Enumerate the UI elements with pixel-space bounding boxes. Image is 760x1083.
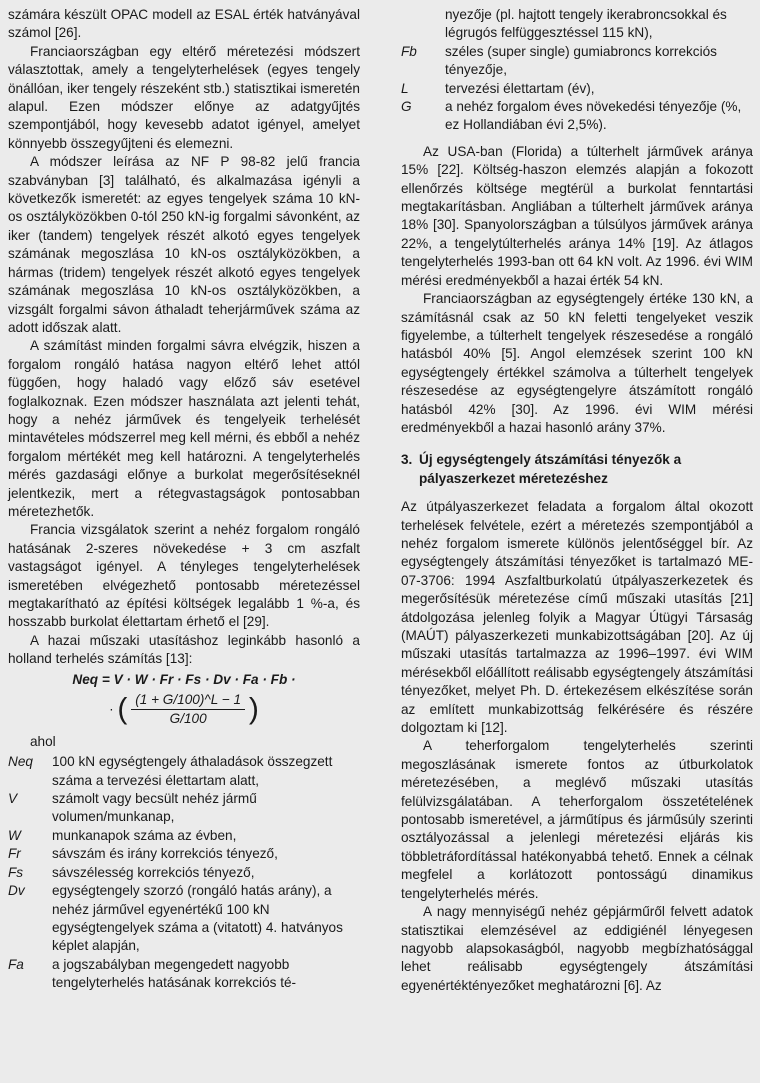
definition-item <box>8 827 360 845</box>
definition-item <box>8 845 360 863</box>
definition-text: 100 kN egységtengely áthaladások összegzett száma a tervezési élettartam alatt, <box>52 754 333 788</box>
paragraph: A teherforgalom tengelyterhelés szerinti megoszlásának ismerete fontos az útburkolatok méretezésében, a meglévő műszaki utasítás felülvizsgálatában. A teherforgalom összetételének pontosabb ismeretével, a járműtípus és járműsúly szerinti osztályozással a jelenlegi méretezési eljárás kis többletráfordítással hatékonyabbá tehető. Ennek a célnak megfelel a korlátozott pontosságú dinamikus tengelyterhelés mérés. <box>401 738 753 901</box>
definition-symbol: Fb <box>401 43 417 59</box>
definition-symbol: Dv <box>8 883 25 899</box>
definition-list <box>8 753 360 992</box>
definition-item <box>401 6 753 43</box>
paragraph: A hazai műszaki utasításhoz leginkább hasonló a holland terhelés számítás [13]: <box>8 632 360 667</box>
ahol-label: ahol <box>30 733 56 749</box>
definition-symbol: V <box>8 791 18 807</box>
definition-symbol: Neq <box>8 754 33 770</box>
paragraph: A nagy mennyiségű nehéz gépjárműről felvett adatok statisztikai elemzésével az eddigiénél lényegesen nagyobb alapsokaságból, nagyobb megbízhatósággal lehet reálisabb egységtengely átszámítási egyenértéktényezőket meghatározni [6]. Az <box>401 904 753 993</box>
definition-item <box>8 864 360 882</box>
left-column <box>8 6 360 993</box>
right-column <box>401 6 753 995</box>
definition-item <box>8 753 360 790</box>
definition-symbol: W <box>8 827 21 843</box>
definition-item <box>8 882 360 956</box>
formula-line: Neq = V · W · Fr · Fs · Dv · Fa · Fb · <box>72 671 296 687</box>
formula-dot: · <box>109 701 114 717</box>
definition-symbol: Fr <box>8 846 21 862</box>
paragraph: Az USA-ban (Florida) a túlterhelt járművek aránya 15% [22]. Költség-haszon elemzés alapján a fokozott ellenőrzés költsége megtérül a burkolat fenntartási megtakarításban. Angliában a túlterhelt járművek aránya 18% [30]. Spanyolországban a túlsúlyos járművek aránya 22%, a tengelytúlterhelés aránya 14% [19]. Az átlagos tengelyterhelés 1993-ban ott 64 kN volt. Az 1996. évi WIM mérési eredményekből a hazai érték 54 kN. <box>401 143 753 288</box>
definition-item <box>401 80 753 98</box>
formula-fraction-line: · ( $\frac{(1 + G/100)\^{}L - 1}{G/100}$ ) <box>8 691 360 729</box>
definition-item <box>401 98 753 135</box>
definition-item <box>8 790 360 827</box>
paragraph: A módszer leírása az NF P 98-82 jelű francia szabványban [3] található, és alkalmazása igényli a következők ismeretét: az egyes tengelyek száma 10 kN-os osztályközökben 0-tól 250 kN-ig forgalmi sávonként, az iker (tandem) tengelyek részét alkotó egyes tengelyek számának megoszlása 10 kN-os osztályközökben, a hármas (tridem) tengelyek részét alkotó egyes tengelyek számának megoszlása 10 kN-os osztályközökben, a vizsgált forgalmi sávon áthaladt teherjárművek száma az adott időszak alatt. <box>8 154 360 335</box>
definition-symbol: Fa <box>8 956 24 972</box>
paragraph: Franciaországban az egységtengely értéke 130 kN, a számításnál csak az 50 kN feletti tengelyeket veszik figyelembe, a túlterhelt tengelyek részesedése a rongáló hatásból 40% [5]. Angol elemzések szerint 100 kN egységtengely értékkel számolva a túlterhelt tengelyek részesedése az egységtengelyre átszámított rongáló hatásból 42% [30]. Az 1996. évi WIM mérési eredményekből a hazai hasonló arány 37%. <box>401 291 753 435</box>
definition-text: számolt vagy becsült nehéz jármű volumen/munkanap, <box>52 791 257 825</box>
definition-text: sávszélesség korrekciós tényező, <box>52 864 255 880</box>
formula-numerator: (1 + G/100)^L − 1 <box>131 691 245 710</box>
paragraph: Franciaországban egy eltérő méretezési módszert választottak, amely a tengelyterhelések (egyes tengely önállóan, iker tengely részeként stb.) statisztikai ismeretén alapul. Ezen módszer előnye az adatgyűjtés szempontjából, hogy kevesebb adatot igényel, amelyet könnyebb összegyűjteni és elemezni. <box>8 43 360 151</box>
section-heading <box>401 451 753 488</box>
definition-item <box>8 956 360 993</box>
definition-symbol: Fs <box>8 864 24 880</box>
section-title: Új egységtengely átszámítási tényezők a pályaszerkezet méretezéshez <box>419 452 682 486</box>
paragraph: Az útpályaszerkezet feladata a forgalom által okozott terhelések felvétele, ezért a méretezés szempontjából a nehéz forgalom ismerete különös jelentőséggel bír. Az egységtengely átszámítási tényezőket is tartalmazó ME-07-3706: 1994 Aszfaltburkolatú útpályaszerkezetek és megerősítésük méretezése című műszaki utasítás [21] átdolgozása jelenleg folyik a Magyar Útügyi Társaság (MAÚT) pályaszerkezeti munkabizottságában [20]. Az új műszaki utasítás tartalmazza az 1996–1997. évi WIM mérésekből előállított reálisabb egységtengely átszámítási tényezőket, melyet Ph. D. értekezésem elkészítése során az említett munkabizottság felkérésére és részére dolgoztam ki [12]. <box>401 499 753 736</box>
definition-text: tervezési élettartam (év), <box>445 80 595 96</box>
paragraph: számára készült OPAC modell az ESAL érték hatványával számol [26]. <box>8 7 360 41</box>
definition-text: sávszám és irány korrekciós tényező, <box>52 846 278 862</box>
definition-text: a jogszabályban megengedett nagyobb tengelyterhelés hatásának korrekciós té- <box>52 956 297 991</box>
definition-text: széles (super single) gumiabroncs korrekciós tényezője, <box>445 43 717 78</box>
definition-symbol: L <box>401 80 409 96</box>
definition-text: egységtengely szorzó (rongáló hatás arány), a nehéz járművel egyenértékű 100 kN egységtengelyek száma a (vitatott) 4. hatványos képlet alapján, <box>52 883 343 954</box>
definition-list <box>401 6 753 135</box>
formula-fraction <box>131 691 245 729</box>
definition-text: munkanapok száma az évben, <box>52 827 237 843</box>
definition-item <box>401 43 753 80</box>
formula-denominator: G/100 <box>169 711 207 727</box>
paragraph: Francia vizsgálatok szerint a nehéz forgalom rongáló hatásának 2-szeres növekedése + 3 cm aszfalt vastagságot igényel. A tényleges tengelyterhelések ismeretében elvégezhető pontosabb méretezéssel megtakarítható az építési költségek legalább 1 %-a, és hosszabb burkolat élettartam érhető el [29]. <box>8 522 360 630</box>
paragraph: A számítást minden forgalmi sávra elvégzik, hiszen a forgalom rongáló hatása nagyon eltérő lehet attól függően, hogy haladó vagy előző sáv esetével foglalkoznak. Ezen módszer használata azt jelenti tehát, hogy a nehéz járművek és tengelyeik terhelését mintavételes módszerrel meg kell mérni, és ebből a nehéz forgalom mértékét meg kell határozni. A tengelyterhelés mérés gazdasági előnye a burkolat megerősítéseknél jelentkezik, mert a rétegvastagságok pontosabban méretezhetők. <box>8 338 360 519</box>
section-number: 3. <box>401 452 413 468</box>
definition-text: a nehéz forgalom éves növekedési tényezője (%, ez Hollandiában évi 2,5%). <box>445 99 742 133</box>
definition-symbol: G <box>401 99 412 115</box>
definition-text: nyezője (pl. hajtott tengely ikerabroncsokkal és légrugós felfüggesztéssel 115 kN), <box>445 7 727 41</box>
